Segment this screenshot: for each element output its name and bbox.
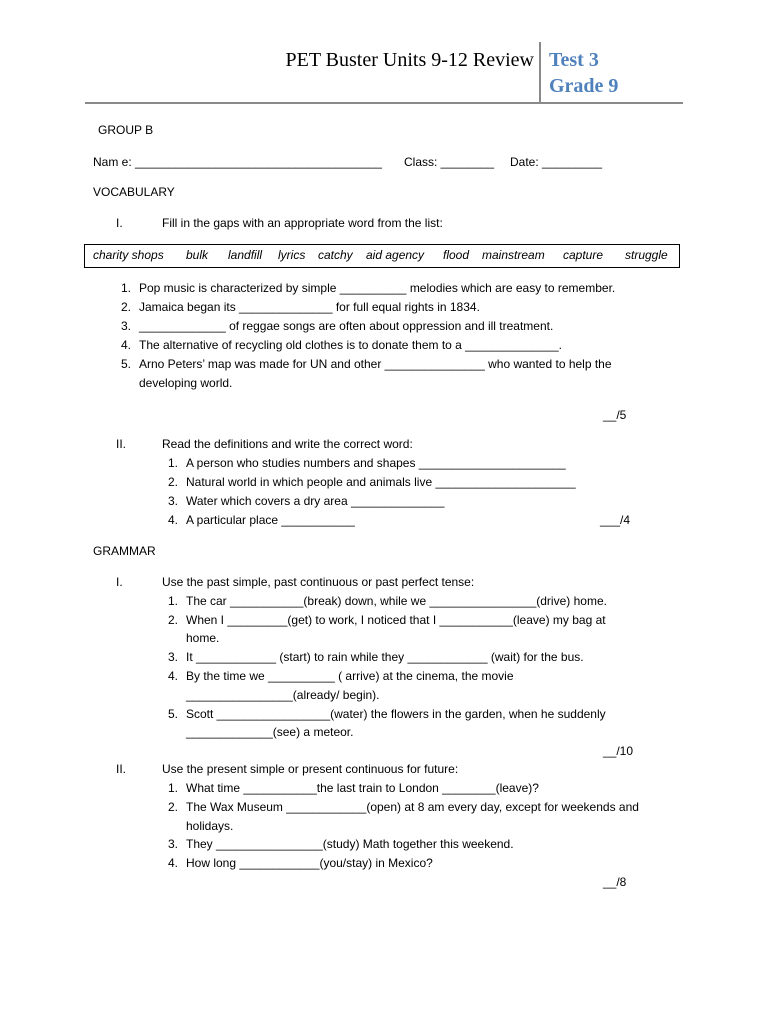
grade-label: Grade 9 <box>549 75 619 97</box>
header-divider-horizontal <box>85 102 683 104</box>
word-list-box <box>84 244 680 268</box>
item-number: 3. <box>167 837 178 851</box>
item-number: 4. <box>167 669 178 683</box>
question-text-continued: _____________(see) a meteor. <box>186 725 354 739</box>
question-text: The alternative of recycling old clothes is to donate them to a ______________. <box>139 338 562 352</box>
item-number: 1. <box>120 281 131 295</box>
header-divider-vertical <box>539 42 541 104</box>
question-text: How long ____________(you/stay) in Mexico? <box>186 856 433 870</box>
question-text-continued: home. <box>186 631 220 645</box>
section-numeral: I. <box>116 216 123 230</box>
item-number: 3. <box>167 650 178 664</box>
word-list-item: struggle <box>625 248 668 262</box>
question-text: When I _________(get) to work, I noticed that I ___________(leave) my bag at <box>186 613 606 627</box>
item-number: 4. <box>167 513 178 527</box>
question-text: By the time we __________ ( arrive) at the cinema, the movie <box>186 669 514 683</box>
group-label: GROUP B <box>98 123 154 137</box>
score-box: __/10 <box>603 744 634 758</box>
question-text: The Wax Museum ____________(open) at 8 am every day, except for weekends and <box>186 800 639 814</box>
question-text: What time ___________the last train to London ________(leave)? <box>186 781 539 795</box>
question-text: The car ___________(break) down, while we ________________(drive) home. <box>186 594 607 608</box>
question-text: Jamaica began its ______________ for full equal rights in 1834. <box>139 300 480 314</box>
word-list-item: lyrics <box>278 248 306 262</box>
item-number: 2. <box>120 300 131 314</box>
item-number: 5. <box>167 707 178 721</box>
item-number: 5. <box>120 357 131 371</box>
question-text-continued: developing world. <box>139 376 233 390</box>
item-number: 3. <box>167 494 178 508</box>
section-instruction: Read the definitions and write the correct word: <box>162 437 413 451</box>
section-instruction: Use the past simple, past continuous or past perfect tense: <box>162 575 475 589</box>
question-text: It ____________ (start) to rain while they ____________ (wait) for the bus. <box>186 650 584 664</box>
vocabulary-heading: VOCABULARY <box>93 185 175 199</box>
word-list-item: catchy <box>318 248 353 262</box>
item-number: 2. <box>167 613 178 627</box>
section-numeral: II. <box>116 762 127 776</box>
question-text: Pop music is characterized by simple __________ melodies which are easy to remember. <box>139 281 616 295</box>
item-number: 1. <box>167 594 178 608</box>
word-list-item: landfill <box>228 248 263 262</box>
name-field[interactable]: Nam e: _____________________________________ <box>93 155 382 169</box>
item-number: 4. <box>167 856 178 870</box>
section-instruction: Use the present simple or present continuous for future: <box>162 762 459 776</box>
item-number: 1. <box>167 781 178 795</box>
score-box: __/8 <box>603 875 627 889</box>
word-list-item: capture <box>563 248 604 262</box>
question-text: Water which covers a dry area ______________ <box>186 494 445 508</box>
worksheet-title: PET Buster Units 9-12 Review <box>285 49 534 71</box>
test-number: Test 3 <box>549 49 599 71</box>
question-text: _____________ of reggae songs are often about oppression and ill treatment. <box>139 319 554 333</box>
question-text: Scott _________________(water) the flowers in the garden, when he suddenly <box>186 707 606 721</box>
grammar-heading: GRAMMAR <box>93 544 156 558</box>
word-list-item: mainstream <box>482 248 545 262</box>
question-text: A particular place ___________ <box>186 513 355 527</box>
score-box: __/5 <box>603 408 627 422</box>
word-list-item: flood <box>443 248 470 262</box>
word-list-item: charity shops <box>93 248 164 262</box>
item-number: 1. <box>167 456 178 470</box>
item-number: 4. <box>120 338 131 352</box>
section-instruction: Fill in the gaps with an appropriate word from the list: <box>162 216 443 230</box>
question-text: A person who studies numbers and shapes ______________________ <box>186 456 566 470</box>
section-numeral: II. <box>116 437 127 451</box>
word-list-item: bulk <box>186 248 209 262</box>
item-number: 3. <box>120 319 131 333</box>
score-box: ___/4 <box>600 513 631 527</box>
question-text-continued: ________________(already/ begin). <box>186 688 380 702</box>
date-field[interactable]: Date: _________ <box>510 155 603 169</box>
item-number: 2. <box>167 475 178 489</box>
class-field[interactable]: Class: ________ <box>404 155 495 169</box>
question-text: They ________________(study) Math together this weekend. <box>186 837 514 851</box>
question-text: Natural world in which people and animals live _____________________ <box>186 475 576 489</box>
word-list-item: aid agency <box>366 248 425 262</box>
question-text-continued: holidays. <box>186 819 234 833</box>
question-text: Arno Peters’ map was made for UN and other _______________ who wanted to help the <box>139 357 612 371</box>
section-numeral: I. <box>116 575 123 589</box>
item-number: 2. <box>167 800 178 814</box>
